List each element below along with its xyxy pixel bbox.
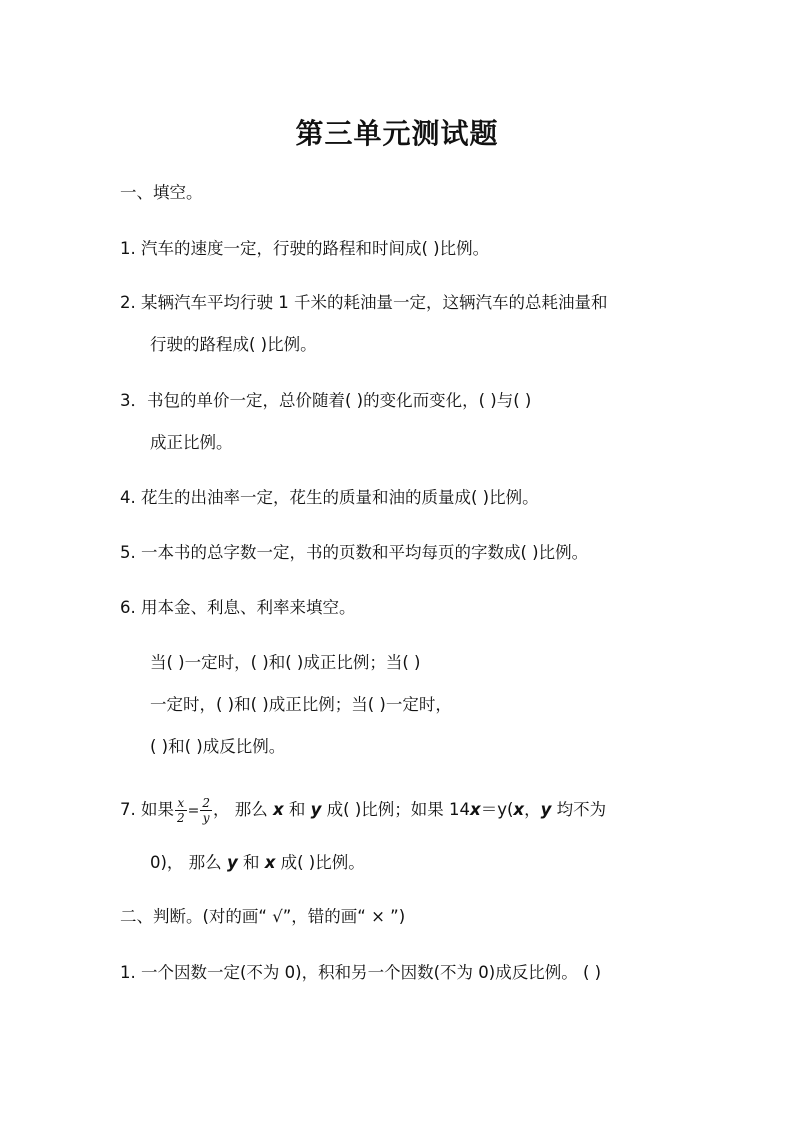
question-3-line2: 成正比例。 xyxy=(150,433,233,452)
question-7-line1 xyxy=(120,792,606,829)
var-x: x xyxy=(470,800,481,819)
q7-text: 0)， 那么 xyxy=(150,853,227,872)
question-6-line1: 6. 用本金、利息、利率来填空。 xyxy=(120,598,356,617)
fraction-denominator: 2 xyxy=(177,811,185,825)
fraction-numerator: 2 xyxy=(202,796,211,810)
var-x: x xyxy=(513,800,525,819)
judgement-1: 1. 一个因数一定(不为 0)，积和另一个因数(不为 0)成反比例。 ( ) xyxy=(120,963,602,982)
var-x: x xyxy=(264,853,276,872)
section2-heading: 二、判断。(对的画“ √”，错的画“ × ”) xyxy=(120,907,406,926)
question-1: 1. 汽车的速度一定，行驶的路程和时间成( )比例。 xyxy=(120,239,490,258)
question-2-line1: 2. 某辆汽车平均行驶 1 千米的耗油量一定，这辆汽车的总耗油量和 xyxy=(120,293,608,312)
section1-heading: 一、填空。 xyxy=(120,183,203,202)
fraction-x-over-2 xyxy=(175,796,187,825)
q7-text: ＝y( xyxy=(480,800,514,819)
page-title: 第三单元测试题 xyxy=(295,117,499,150)
fraction-numerator: x xyxy=(175,796,187,811)
q7-prefix: 7. 如果 xyxy=(120,800,174,819)
var-x: x xyxy=(273,800,284,819)
question-6-line3: 一定时，( )和( )成正比例；当( )一定时， xyxy=(150,695,452,714)
q7-text: ， xyxy=(524,800,541,819)
var-y: y xyxy=(310,800,322,819)
question-4: 4. 花生的出油率一定，花生的质量和油的质量成( )比例。 xyxy=(120,488,539,507)
q7-text: 和 xyxy=(237,853,265,872)
q7-text: 成( )比例。 xyxy=(275,853,365,872)
question-5: 5. 一本书的总字数一定，书的页数和平均每页的字数成( )比例。 xyxy=(120,543,589,562)
q7-text: 和 xyxy=(283,800,311,819)
equals-sign: = xyxy=(187,802,200,819)
fraction-denominator: y xyxy=(202,811,210,825)
question-2-line2: 行驶的路程成( )比例。 xyxy=(150,335,317,354)
question-3-line1: 3．书包的单价一定，总价随着( )的变化而变化，( )与( ) xyxy=(120,391,532,410)
var-y: y xyxy=(226,853,238,872)
q7-text: 均不为 xyxy=(551,800,607,819)
question-6-line4: ( )和( )成反比例。 xyxy=(150,737,286,756)
var-y: y xyxy=(540,800,552,819)
question-7-line2 xyxy=(150,852,365,874)
fraction-2-over-y xyxy=(200,796,212,825)
q7-text: ， 那么 xyxy=(213,800,274,819)
q7-text: 成( )比例；如果 14 xyxy=(321,800,471,819)
question-6-line2: 当( )一定时，( )和( )成正比例；当( ) xyxy=(150,653,421,672)
